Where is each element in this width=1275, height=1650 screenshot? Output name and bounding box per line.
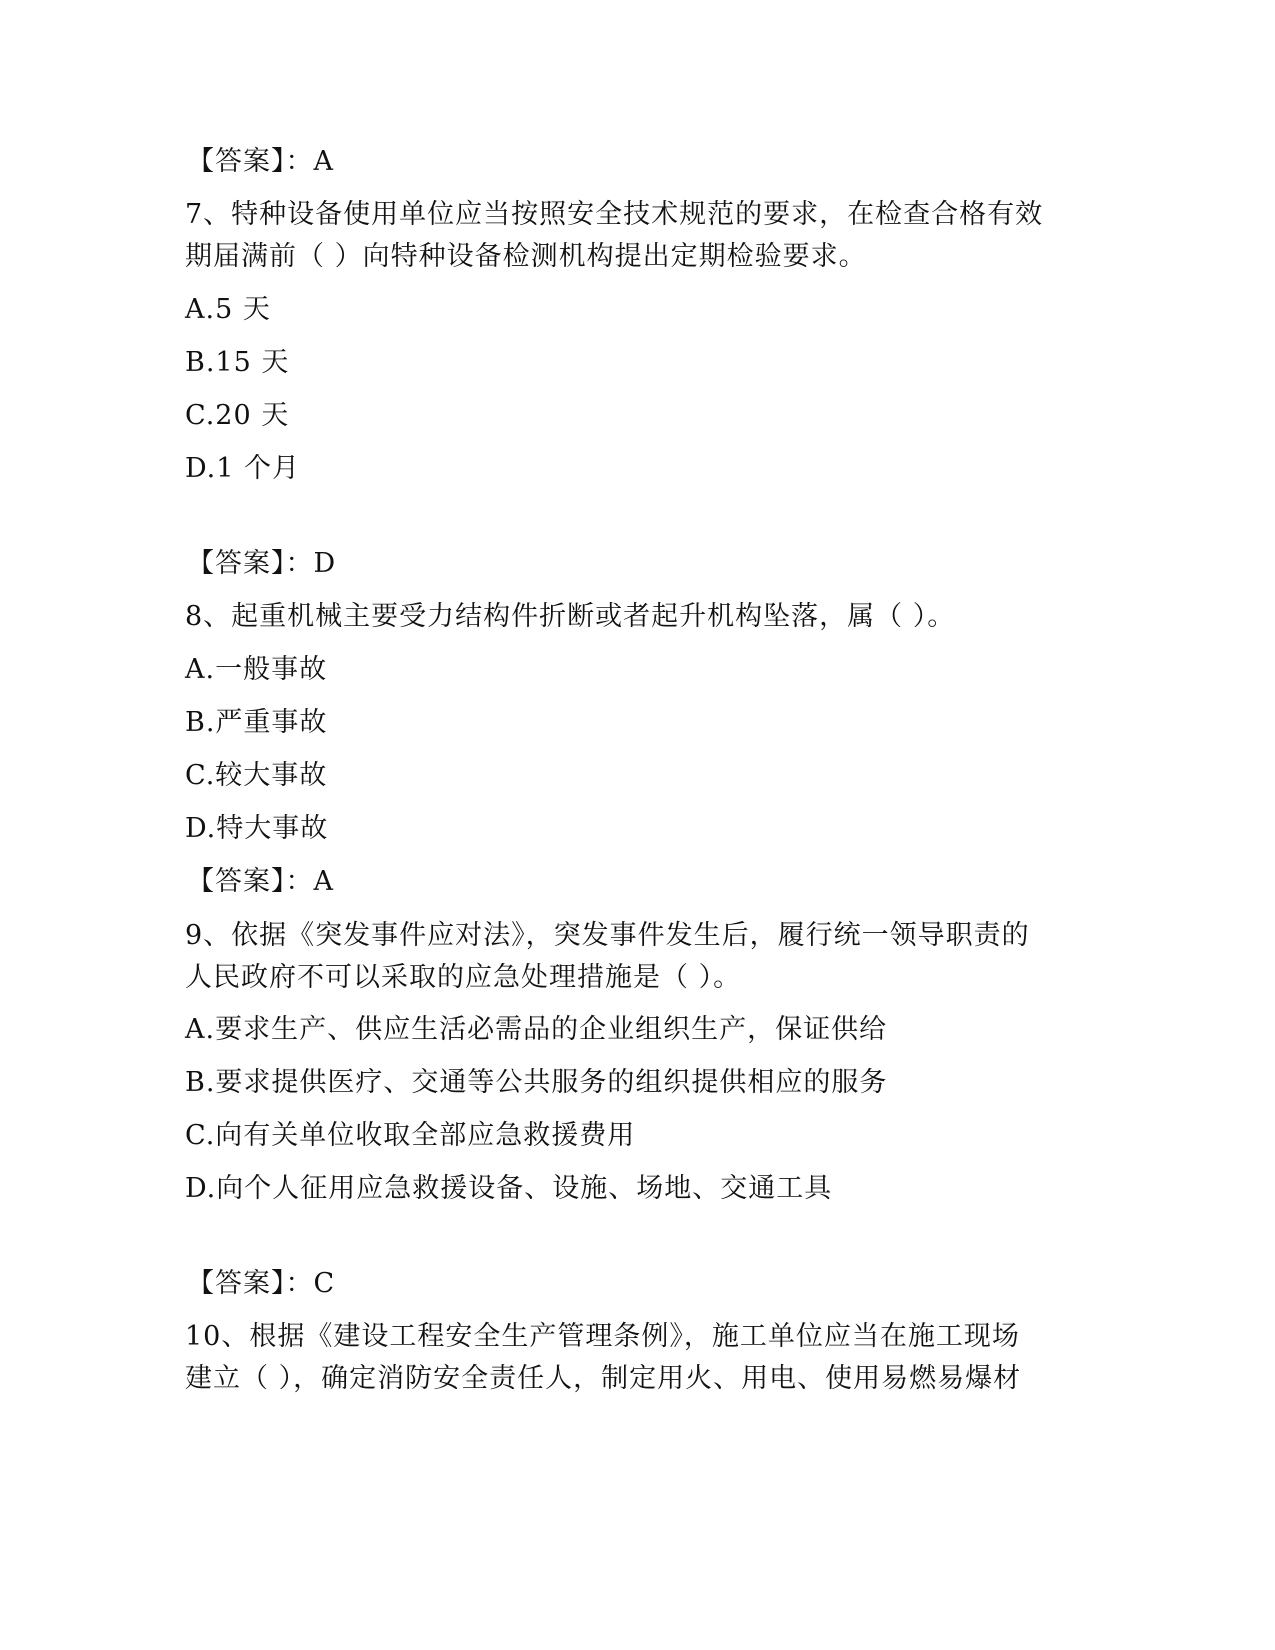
q8-option-c: C.较大事故 — [185, 760, 328, 791]
q8-option-a: A.一般事故 — [185, 654, 328, 685]
q7-option-a: A.5 天 — [185, 294, 271, 325]
answer-value: D — [313, 548, 337, 579]
q8-option-d: D.特大事故 — [185, 813, 329, 844]
answer-value: A — [313, 866, 334, 897]
question-10-line-2: 建立（ ），确定消防安全责任人，制定用火、用电、使用易燃易爆材 — [185, 1363, 1022, 1394]
q9-option-a: A.要求生产、供应生活必需品的企业组织生产，保证供给 — [185, 1014, 888, 1045]
q9-option-b: B.要求提供医疗、交通等公共服务的组织提供相应的服务 — [185, 1067, 888, 1098]
q8-option-b: B.严重事故 — [185, 707, 328, 738]
q9-option-c: C.向有关单位收取全部应急救援费用 — [185, 1120, 636, 1151]
q7-option-c: C.20 天 — [185, 400, 290, 431]
answer-value: A — [313, 146, 334, 177]
answer-label: 【答案】： — [187, 146, 314, 177]
question-9-line-1: 9、依据《突发事件应对法》，突发事件发生后，履行统一领导职责的 — [185, 920, 1030, 951]
question-9-line-2: 人民政府不可以采取的应急处理措施是（ ）。 — [185, 962, 742, 993]
answer-line-q9 — [187, 1267, 335, 1301]
answer-label: 【答案】： — [187, 1268, 314, 1299]
answer-label: 【答案】： — [187, 548, 314, 579]
question-7-line-2: 期届满前（ ）向特种设备检测机构提出定期检验要求。 — [185, 241, 867, 272]
answer-value: C — [313, 1268, 336, 1299]
question-10-line-1: 10、根据《建设工程安全生产管理条例》，施工单位应当在施工现场 — [185, 1321, 1020, 1352]
question-7-line-1: 7、特种设备使用单位应当按照安全技术规范的要求，在检查合格有效 — [185, 199, 1044, 230]
answer-line-q6 — [187, 145, 334, 179]
q7-option-d: D.1 个月 — [185, 453, 301, 484]
q9-option-d: D.向个人征用应急救援设备、设施、场地、交通工具 — [185, 1173, 833, 1204]
answer-label: 【答案】： — [187, 866, 314, 897]
question-8-line-1: 8、起重机械主要受力结构件折断或者起升机构坠落，属（ ）。 — [185, 601, 956, 632]
answer-line-q7 — [187, 547, 336, 581]
answer-line-q8 — [187, 865, 334, 899]
q7-option-b: B.15 天 — [185, 347, 290, 378]
